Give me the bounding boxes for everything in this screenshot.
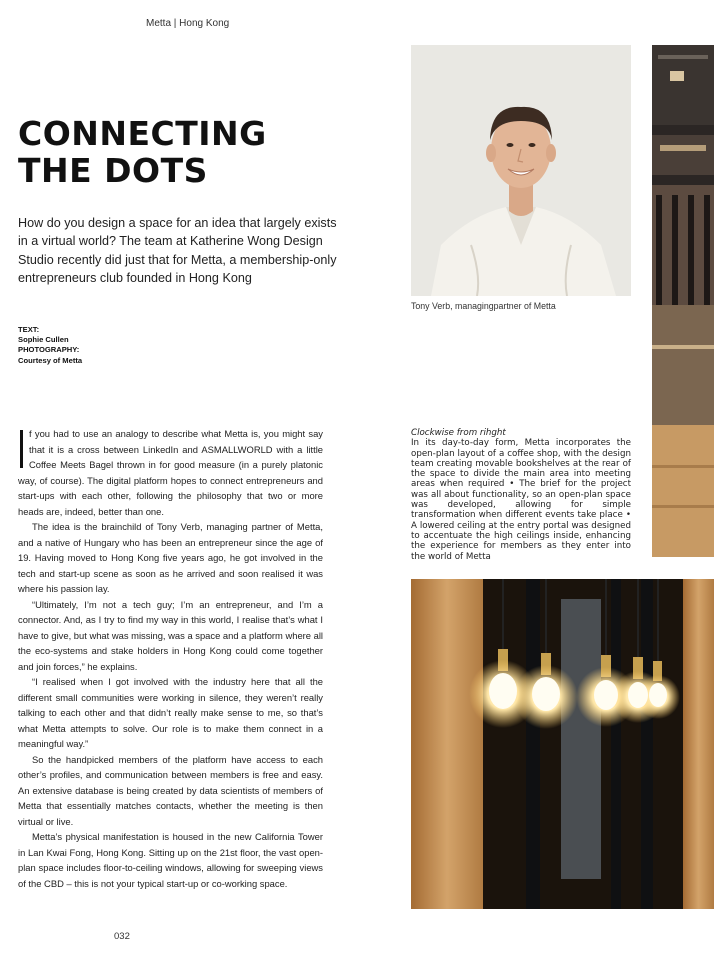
caption-text: In its day-to-day form, Metta incorporates the open-plan layout of a coffee shop, with the design team creating movable bookshelves at the rear of the space to divide the main area into meeting areas when required • The brief for the project was all about functionality, so an open-plan space was developed, allowing for simple transformation when different events take place • A lowered ceiling at the entry portal was designed to accentuate the high ceilings inside, enhancing the experience for members as they enter into the world of Metta [411,438,631,562]
interior-photo [652,45,714,557]
page-number: 032 [114,931,130,942]
credit-text-name: Sophie Cullen [18,335,69,345]
credit-photo-label: PHOTOGRAPHY: [18,345,80,355]
title-line-1: CONNECTING [18,114,267,153]
title-line-2: THE DOTS [18,151,208,190]
pendant-lights-illustration [411,579,714,909]
caption-heading: Clockwise from rihght [411,428,506,438]
credits [18,325,82,366]
photo-caption [411,428,631,562]
credit-text-label: TEXT: [18,325,40,334]
credit-photo-name: Courtesy of Metta [18,355,83,365]
body-paragraph: “I realised when I got involved with the industry here that all the different small communities were working in silence, they weren’t really talking to each other and that didn’t really make sense to me, so that’s what Metta attempts to solve. Our role is to make them connect in a meaningful way.” [18,676,323,749]
body-paragraph: Metta’s physical manifestation is housed in the new California Tower in Lan Kwai Fong, Hong Kong. Sitting up on the 21st floor, the vast open-plan space includes floor-to-ceiling windows, allowing for sweeping views of the CBD – this is not your typical start-up or co-working space. [18,831,323,889]
body-paragraph: f you had to use an analogy to describe what Metta is, you might say that it is a cross between LinkedIn and ASMALLWORLD with a little Coffee Meets Bagel thrown in for good measure (in a purely platonic way, of course). The digital platform hopes to connect entrepreneurs and start-ups with each other, following the philosophy that two or more heads are, indeed, better than one. [18,428,323,517]
interior-illustration [652,45,714,557]
portrait-photo [411,45,631,296]
running-header: Metta | Hong Kong [146,18,230,29]
portrait-caption: Tony Verb, managingpartner of Metta [411,301,556,311]
article-title [18,115,358,189]
body-paragraph: The idea is the brainchild of Tony Verb, managing partner of Metta, and a native of Hungary who has been an entrepreneur since the age of 19. Having moved to Hong Kong five years ago, he got involved in the tech and start-up scene as soon as he arrived and soon realised it was where his passion lay. [18,521,323,594]
body-text [18,426,323,891]
body-paragraph: So the handpicked members of the platform have access to each other’s profiles, and communication between members is free and easy. An extensive database is being created by data scientists of members of Metta that essentially matches contacts, whether the meeting is then virtual or live. [18,753,323,827]
pendant-lights-photo [411,579,714,909]
body-paragraph: “Ultimately, I’m not a tech guy; I’m an entrepreneur, and I’m a connector. And, as I try to find my way in this world, I realise that’s what I have to give, but what was missing, was a space and a platform where all the eco-systems and stake holders in Hong Kong could come together and join forces,” he explains. [18,598,323,672]
standfirst: How do you design a space for an idea that largely exists in a virtual world? The team at Katherine Wong Design Studio recently did just that for Metta, a membership-only entrepreneurs club founded in Hong Kong [18,216,337,286]
portrait-illustration [411,45,631,296]
drop-cap-i [20,430,23,468]
